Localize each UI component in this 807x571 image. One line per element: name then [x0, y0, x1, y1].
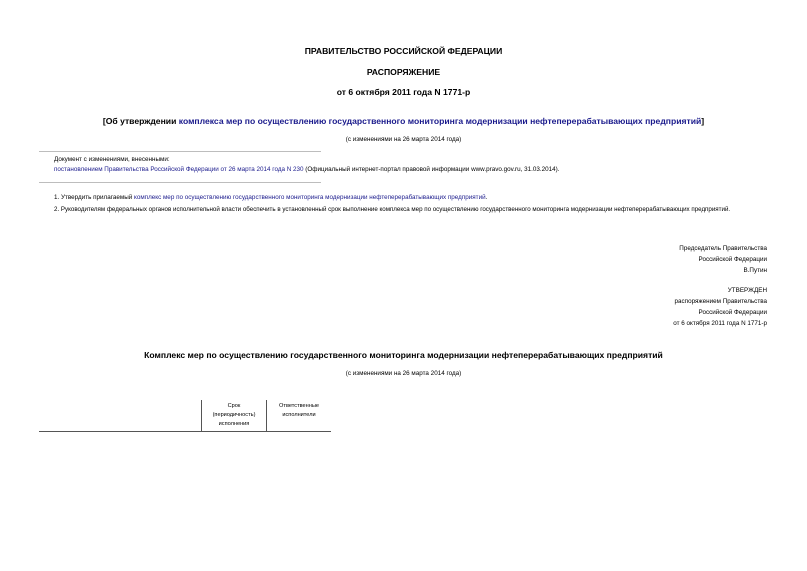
deadline-label-line-1: Срок: [227, 403, 241, 409]
changes-line: [54, 166, 560, 173]
table-header-deadline: [202, 400, 267, 432]
signature-position: Председатель Правительства: [679, 245, 767, 252]
changes-intro: Документ с изменениями, внесенными:: [54, 156, 170, 163]
signature-name: В.Путин: [743, 267, 767, 274]
changes-source: (Официальный интернет-портал правовой информации www.pravo.gov.ru, 31.03.2014).: [303, 166, 560, 173]
approval-country: Российской Федерации: [698, 309, 767, 316]
approval-by: распоряжением Правительства: [674, 298, 767, 305]
deadline-label-line-3: исполнения: [218, 421, 250, 427]
measures-table: [39, 400, 331, 432]
paragraph-1-prefix: 1. Утвердить прилагаемый: [54, 194, 135, 201]
table-header-row: [39, 400, 331, 432]
responsible-label-line-1: Ответственные: [279, 403, 319, 409]
complex-title: Комплекс мер по осуществлению государственного мониторинга модернизации нефтеперерабатывающих предприятий: [144, 350, 663, 360]
deadline-label-line-2: (периодичность): [212, 412, 256, 418]
paragraph-2: 2. Руководителям федеральных органов исполнительной власти обеспечить в установленный срок выполнение комплекса мер по осуществлению государственного мониторинга модернизации нефтеперерабатывающих предприятий.: [54, 206, 731, 213]
government-heading: ПРАВИТЕЛЬСТВО РОССИЙСКОЙ ФЕДЕРАЦИИ: [304, 46, 503, 56]
amendment-note: (с изменениями на 26 марта 2014 года): [345, 136, 462, 143]
paragraph-1: [54, 194, 487, 201]
document-date-number: от 6 октября 2011 года N 1771-р: [336, 87, 471, 97]
signature-country: Российской Федерации: [698, 256, 767, 263]
title-open-bracket: [Об утверждении: [102, 116, 179, 126]
responsible-label-line-2: исполнители: [282, 412, 316, 418]
approval-date: от 6 октября 2011 года N 1771-р: [673, 320, 767, 327]
paragraph-1-suffix: .: [485, 194, 488, 201]
table-header-measure: [39, 400, 202, 432]
approval-label: УТВЕРЖДЕН: [727, 287, 767, 294]
changes-top-divider: [39, 151, 321, 152]
complex-amendment-note: (с изменениями на 26 марта 2014 года): [345, 370, 462, 377]
document-title: [0, 116, 807, 126]
title-close-bracket: ]: [701, 116, 705, 126]
changes-bottom-divider: [39, 182, 321, 183]
complex-link[interactable]: комплекс мер по осуществлению государственного мониторинга модернизации нефтеперерабатывающих предприятий: [134, 194, 486, 201]
document-type: РАСПОРЯЖЕНИЕ: [366, 67, 441, 77]
table-header-responsible: [267, 400, 332, 432]
amending-decree-link[interactable]: постановлением Правительства Российской Федерации от 26 марта 2014 года N 230: [54, 166, 304, 173]
title-link[interactable]: комплекса мер по осуществлению государственного мониторинга модернизации нефтеперерабатывающих предприятий: [178, 116, 702, 126]
